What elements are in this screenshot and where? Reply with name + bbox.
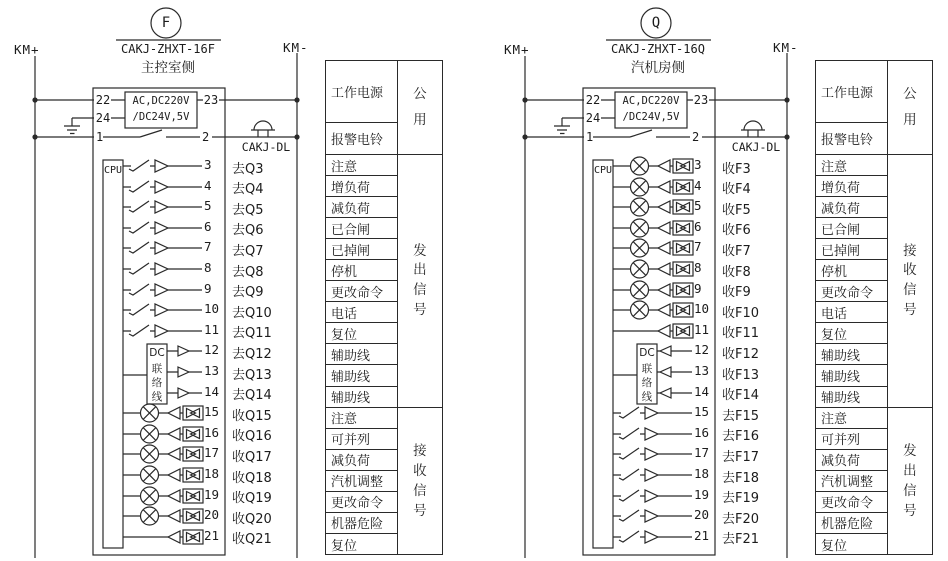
terminal-number: 3 bbox=[694, 157, 702, 172]
signal-row bbox=[0, 443, 300, 465]
signal-row bbox=[490, 526, 790, 548]
signal-row bbox=[0, 464, 300, 486]
signal-row bbox=[490, 423, 790, 445]
table-row: 可并列 bbox=[816, 429, 887, 450]
dc-link-label: 络 bbox=[151, 377, 163, 389]
cpu-label: CPU bbox=[593, 165, 613, 176]
signal-label: 收F9 bbox=[722, 285, 751, 301]
signal-row bbox=[490, 340, 790, 362]
send-contact-and-driver-icon bbox=[0, 176, 226, 198]
table-row: 可并列 bbox=[326, 429, 397, 450]
signal-row bbox=[0, 279, 300, 301]
terminal-number: 4 bbox=[204, 177, 212, 193]
signal-row bbox=[490, 505, 790, 527]
signal-label: 收Q16 bbox=[232, 429, 272, 445]
table-row: 已掉闸 bbox=[326, 239, 397, 260]
signal-label: 收F5 bbox=[722, 202, 751, 218]
km-minus-label: KM- bbox=[283, 40, 309, 55]
table-signal-rows bbox=[816, 155, 887, 555]
signal-label: 去F16 bbox=[722, 429, 760, 445]
terminal-number: 20 bbox=[694, 507, 710, 523]
signal-row bbox=[0, 237, 300, 259]
terminal-number: 19 bbox=[694, 486, 710, 502]
table-row: 汽机调整 bbox=[326, 471, 397, 492]
lamp-and-optocoupler-icon bbox=[490, 176, 716, 198]
dc-link-label: 线 bbox=[151, 391, 163, 403]
terminal-number: 13 bbox=[204, 363, 220, 378]
lamp-and-optocoupler-icon bbox=[0, 443, 226, 465]
table-row: 已掉闸 bbox=[816, 239, 887, 260]
dc-link-label: DC bbox=[149, 347, 165, 359]
table-row: 辅助线 bbox=[816, 387, 887, 408]
tag-letter: Q bbox=[651, 15, 661, 31]
send-contact-and-driver-icon bbox=[0, 258, 226, 280]
group-label-bottom: 发 出 信 号 bbox=[903, 443, 917, 519]
table-row: 更改命令 bbox=[326, 492, 397, 513]
signal-row bbox=[0, 402, 300, 424]
signal-row bbox=[0, 361, 300, 383]
signal-label: 收F4 bbox=[722, 182, 751, 198]
signal-row bbox=[490, 382, 790, 404]
signal-label: 收F13 bbox=[722, 367, 760, 383]
terminal-number: 21 bbox=[204, 527, 220, 543]
signal-label: 收F8 bbox=[722, 264, 751, 280]
signal-row bbox=[490, 258, 790, 280]
model-label: CAKJ-ZHXT-16Q bbox=[611, 42, 705, 56]
signal-label: 收Q18 bbox=[232, 470, 272, 486]
send-contact-and-driver-icon bbox=[490, 423, 716, 445]
signal-table bbox=[325, 60, 443, 555]
signal-row bbox=[0, 340, 300, 362]
table-row: 辅助线 bbox=[816, 344, 887, 365]
table-row: 停机 bbox=[326, 260, 397, 281]
bell-label: CAKJ-DL bbox=[731, 140, 781, 154]
terminal-2: 2 bbox=[202, 130, 210, 144]
power-rating-line1: AC,DC220V bbox=[132, 95, 190, 107]
terminal-number: 11 bbox=[694, 321, 710, 337]
signal-label: 去F19 bbox=[722, 491, 760, 507]
send-contact-and-driver-icon bbox=[0, 237, 226, 259]
send-contact-and-driver-icon bbox=[490, 505, 716, 527]
terminal-number: 20 bbox=[204, 507, 220, 523]
signal-row bbox=[490, 443, 790, 465]
terminal-number: 12 bbox=[204, 342, 220, 358]
dc-link-label: 联 bbox=[641, 363, 653, 375]
signal-row bbox=[490, 279, 790, 301]
terminal-number: 17 bbox=[694, 445, 710, 461]
signal-row bbox=[0, 299, 300, 321]
power-rating-line1: AC,DC220V bbox=[622, 95, 680, 107]
model-label: CAKJ-ZHXT-16F bbox=[121, 42, 215, 56]
signal-label: 收Q20 bbox=[232, 511, 272, 527]
terminal-number: 8 bbox=[204, 260, 212, 275]
signal-row bbox=[490, 485, 790, 507]
terminal-number: 18 bbox=[694, 466, 710, 481]
terminal-number: 8 bbox=[694, 260, 702, 275]
km-plus-label: KM+ bbox=[504, 42, 530, 57]
lamp-and-optocoupler-icon bbox=[490, 217, 716, 239]
terminal-24: 24 bbox=[95, 111, 111, 125]
signal-row bbox=[0, 155, 300, 177]
signal-row bbox=[0, 505, 300, 527]
lamp-and-optocoupler-icon bbox=[0, 423, 226, 445]
signal-label: 收Q17 bbox=[232, 449, 272, 465]
table-row: 注意 bbox=[816, 155, 887, 176]
table-row: 注意 bbox=[326, 408, 397, 429]
table-cell-power: 工作电源 bbox=[326, 61, 397, 123]
lamp-and-optocoupler-icon bbox=[490, 155, 716, 177]
table-row: 更改命令 bbox=[326, 281, 397, 302]
signal-label: 去Q5 bbox=[232, 202, 264, 218]
signal-label: 收F6 bbox=[722, 223, 751, 239]
signal-label: 去F21 bbox=[722, 532, 760, 548]
signal-label: 去Q7 bbox=[232, 243, 264, 259]
signal-label: 收F10 bbox=[722, 305, 760, 321]
signal-row bbox=[490, 176, 790, 198]
send-contact-and-driver-icon bbox=[0, 299, 226, 321]
signal-label: 去F17 bbox=[722, 449, 760, 465]
table-row: 复位 bbox=[331, 538, 358, 554]
table-row: 电话 bbox=[816, 302, 887, 323]
signal-row bbox=[490, 155, 790, 177]
terminal-number: 5 bbox=[204, 198, 212, 214]
terminal-number: 16 bbox=[694, 424, 710, 440]
terminal-number: 21 bbox=[694, 527, 710, 543]
signal-row bbox=[0, 258, 300, 280]
signal-label: 去F15 bbox=[722, 408, 760, 424]
send-contact-and-driver-icon bbox=[490, 485, 716, 507]
signal-label: 去Q3 bbox=[232, 161, 264, 177]
signal-label: 收F3 bbox=[722, 161, 751, 177]
group-label-top: 接 收 信 号 bbox=[887, 155, 933, 408]
signal-label: 去F20 bbox=[722, 511, 760, 527]
signal-row bbox=[490, 237, 790, 259]
table-row: 更改命令 bbox=[816, 492, 887, 513]
signal-label: 去F18 bbox=[722, 470, 760, 486]
bell-label: CAKJ-DL bbox=[241, 140, 291, 154]
terminal-number: 13 bbox=[694, 363, 710, 378]
terminal-number: 16 bbox=[204, 424, 220, 440]
power-rating-line2: /DC24V,5V bbox=[132, 111, 190, 123]
signal-label: 收F14 bbox=[722, 388, 760, 404]
table-row: 增负荷 bbox=[326, 176, 397, 197]
table-row: 机器危险 bbox=[816, 513, 887, 534]
terminal-number: 17 bbox=[204, 445, 220, 461]
terminal-number: 12 bbox=[694, 342, 710, 358]
table-row: 辅助线 bbox=[816, 365, 887, 386]
signal-row bbox=[490, 196, 790, 218]
km-plus-label: KM+ bbox=[14, 42, 40, 57]
lamp-and-optocoupler-icon bbox=[490, 279, 716, 301]
lamp-and-optocoupler-icon bbox=[490, 299, 716, 321]
table-signal-rows bbox=[326, 155, 397, 555]
table-row: 减负荷 bbox=[816, 450, 887, 471]
terminal-number: 7 bbox=[204, 239, 212, 255]
table-row: 注意 bbox=[326, 155, 397, 176]
signal-label: 收Q19 bbox=[232, 491, 272, 507]
table-row: 电话 bbox=[326, 302, 397, 323]
terminal-24: 24 bbox=[585, 111, 601, 125]
signal-row bbox=[0, 320, 300, 342]
lamp-and-optocoupler-icon bbox=[490, 196, 716, 218]
signal-row bbox=[0, 196, 300, 218]
signal-label: 去Q11 bbox=[232, 326, 272, 342]
terminal-number: 9 bbox=[694, 280, 702, 296]
signal-label: 去Q13 bbox=[232, 367, 272, 383]
terminal-number: 10 bbox=[204, 301, 220, 317]
terminal-number: 6 bbox=[694, 218, 702, 234]
table-cell-bell: 报警电铃 bbox=[326, 123, 397, 155]
send-contact-and-driver-icon bbox=[0, 320, 226, 342]
signal-label: 去Q10 bbox=[232, 305, 272, 321]
diagram-main-control-side bbox=[0, 0, 470, 561]
signal-row bbox=[0, 526, 300, 548]
table-row: 复位 bbox=[326, 323, 397, 344]
terminal-number: 3 bbox=[204, 157, 212, 172]
optocoupler-icon bbox=[0, 526, 226, 548]
km-minus-label: KM- bbox=[773, 40, 799, 55]
signal-label: 收Q21 bbox=[232, 532, 272, 548]
group-label-common: 公 用 bbox=[887, 61, 933, 155]
signal-table bbox=[815, 60, 933, 555]
signal-label: 收F11 bbox=[722, 326, 760, 342]
dc-link-receiver-icon bbox=[490, 382, 716, 404]
send-contact-and-driver-icon bbox=[490, 443, 716, 465]
terminal-number: 4 bbox=[694, 177, 702, 193]
lamp-and-optocoupler-icon bbox=[490, 258, 716, 280]
table-cell-bell: 报警电铃 bbox=[816, 123, 887, 155]
terminal-number: 6 bbox=[204, 218, 212, 234]
terminal-number: 10 bbox=[694, 301, 710, 317]
dc-link-label: DC bbox=[639, 347, 655, 359]
cpu-label: CPU bbox=[103, 165, 123, 176]
table-row: 辅助线 bbox=[326, 344, 397, 365]
terminal-number: 14 bbox=[694, 383, 710, 399]
dc-link-label: 联 bbox=[151, 363, 163, 375]
signal-label: 去Q8 bbox=[232, 264, 264, 280]
lamp-and-optocoupler-icon bbox=[0, 485, 226, 507]
power-rating-line2: /DC24V,5V bbox=[622, 111, 680, 123]
location-label: 汽机房侧 bbox=[631, 60, 685, 76]
tag-letter: F bbox=[161, 15, 171, 31]
terminal-22: 22 bbox=[95, 93, 111, 107]
send-contact-and-driver-icon bbox=[490, 526, 716, 548]
terminal-number: 7 bbox=[694, 239, 702, 255]
terminal-number: 19 bbox=[204, 486, 220, 502]
terminal-23: 23 bbox=[203, 93, 219, 107]
terminal-number: 15 bbox=[204, 404, 220, 420]
terminal-2: 2 bbox=[692, 130, 700, 144]
group-label-common: 公 用 bbox=[397, 61, 443, 155]
signal-row bbox=[0, 382, 300, 404]
table-row: 汽机调整 bbox=[816, 471, 887, 492]
table-row: 减负荷 bbox=[326, 450, 397, 471]
diagram-turbine-side bbox=[490, 0, 948, 561]
dc-link-receiver-icon bbox=[490, 340, 716, 362]
dc-link-driver-icon bbox=[0, 361, 226, 383]
table-row: 减负荷 bbox=[816, 197, 887, 218]
table-row: 辅助线 bbox=[326, 387, 397, 408]
signal-row bbox=[0, 176, 300, 198]
send-contact-and-driver-icon bbox=[0, 196, 226, 218]
signal-label: 收F7 bbox=[722, 243, 751, 259]
signal-row bbox=[490, 361, 790, 383]
terminal-number: 9 bbox=[204, 280, 212, 296]
signal-row bbox=[490, 217, 790, 239]
send-contact-and-driver-icon bbox=[0, 279, 226, 301]
send-contact-and-driver-icon bbox=[490, 402, 716, 424]
dc-link-label: 络 bbox=[641, 377, 653, 389]
table-cell-power: 工作电源 bbox=[816, 61, 887, 123]
lamp-and-optocoupler-icon bbox=[490, 237, 716, 259]
signal-row bbox=[490, 320, 790, 342]
terminal-number: 15 bbox=[694, 404, 710, 420]
dc-link-driver-icon bbox=[0, 382, 226, 404]
table-row: 注意 bbox=[816, 408, 887, 429]
group-label-bottom: 接 收 信 号 bbox=[413, 443, 427, 519]
terminal-number: 14 bbox=[204, 383, 220, 399]
table-row: 机器危险 bbox=[326, 513, 397, 534]
table-row: 增负荷 bbox=[816, 176, 887, 197]
lamp-and-optocoupler-icon bbox=[0, 505, 226, 527]
signal-label: 去Q6 bbox=[232, 223, 264, 239]
signal-label: 去Q14 bbox=[232, 388, 272, 404]
signal-label: 去Q4 bbox=[232, 182, 264, 198]
send-contact-and-driver-icon bbox=[0, 155, 226, 177]
lamp-and-optocoupler-icon bbox=[0, 402, 226, 424]
location-label: 主控室侧 bbox=[141, 60, 195, 76]
signal-row bbox=[490, 299, 790, 321]
signal-label: 收F12 bbox=[722, 346, 760, 362]
group-label-top: 发 出 信 号 bbox=[397, 155, 443, 408]
table-row: 复位 bbox=[816, 323, 887, 344]
dc-link-driver-icon bbox=[0, 340, 226, 362]
signal-label: 去Q12 bbox=[232, 346, 272, 362]
table-row: 已合闸 bbox=[326, 218, 397, 239]
terminal-23: 23 bbox=[693, 93, 709, 107]
signal-row bbox=[490, 402, 790, 424]
signal-row bbox=[490, 464, 790, 486]
terminal-number: 18 bbox=[204, 466, 220, 481]
terminal-22: 22 bbox=[585, 93, 601, 107]
table-row: 停机 bbox=[816, 260, 887, 281]
send-contact-and-driver-icon bbox=[0, 217, 226, 239]
dc-link-receiver-icon bbox=[490, 361, 716, 383]
terminal-number: 11 bbox=[204, 321, 220, 337]
table-row: 已合闸 bbox=[816, 218, 887, 239]
signal-label: 去Q9 bbox=[232, 285, 264, 301]
lamp-and-optocoupler-icon bbox=[0, 464, 226, 486]
send-contact-and-driver-icon bbox=[490, 464, 716, 486]
signal-row bbox=[0, 485, 300, 507]
terminal-1: 1 bbox=[586, 130, 594, 144]
optocoupler-icon bbox=[490, 320, 716, 342]
table-row: 减负荷 bbox=[326, 197, 397, 218]
terminal-number: 5 bbox=[694, 198, 702, 214]
dc-link-label: 线 bbox=[641, 391, 653, 403]
terminal-1: 1 bbox=[96, 130, 104, 144]
table-row: 辅助线 bbox=[326, 365, 397, 386]
signal-row bbox=[0, 217, 300, 239]
table-row: 复位 bbox=[821, 538, 848, 554]
table-row: 更改命令 bbox=[816, 281, 887, 302]
signal-label: 收Q15 bbox=[232, 408, 272, 424]
signal-row bbox=[0, 423, 300, 445]
